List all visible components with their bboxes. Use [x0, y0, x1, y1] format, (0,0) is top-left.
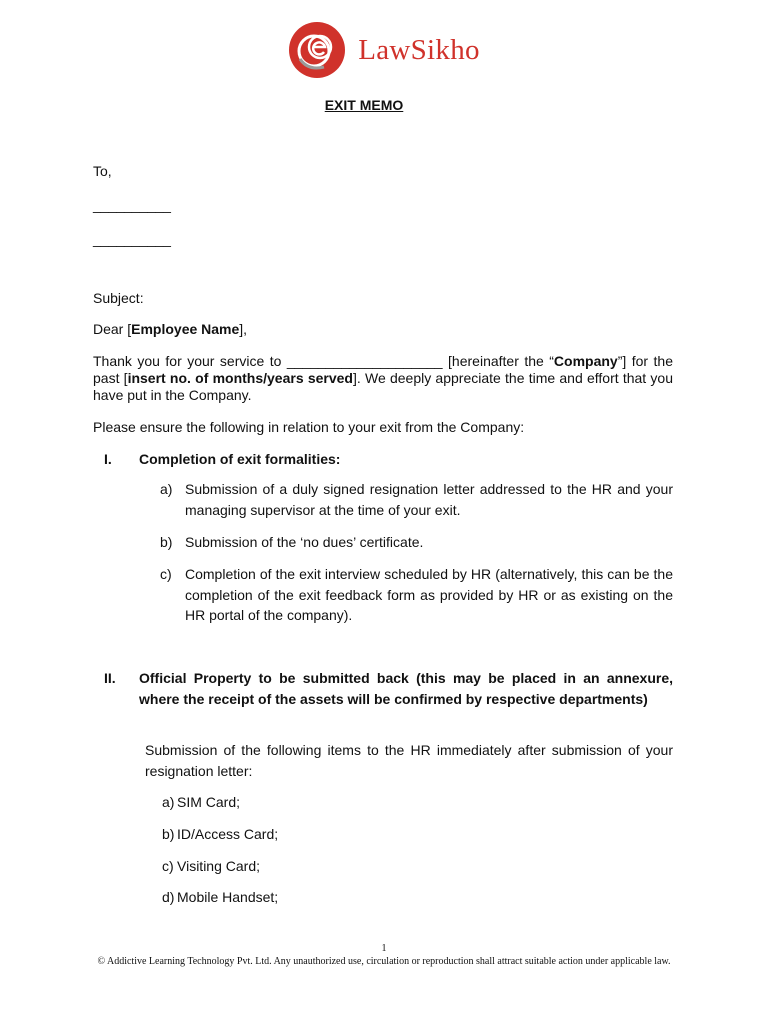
section-1-item-c-letter: c): [160, 566, 172, 582]
intro-paragraph: Thank you for your service to ____________________ [hereinafter the “Company”] for the past [insert no. of months/years served]. We deeply appreciate the time and effort that you have put in the Company.: [93, 353, 673, 403]
company-term: Company: [553, 353, 618, 369]
section-2-heading: Official Property to be submitted back (this may be placed in an annexure, where the receipt of the assets will be confirmed by respective departments): [139, 670, 673, 707]
to-line: To,: [93, 163, 112, 179]
document-header: [0, 20, 768, 80]
section-1-item-c: Completion of the exit interview scheduled by HR (alternatively, this can be the completion of the exit feedback form as provided by HR or as existing on the HR portal of the company).: [185, 566, 673, 623]
subject-line: Subject:: [93, 290, 144, 306]
section-2-intro: Submission of the following items to the HR immediately after submission of your resignation letter:: [145, 742, 673, 779]
greeting: Dear [Employee Name],: [93, 321, 248, 337]
section-1-item-a: Submission of a duly signed resignation letter addressed to the HR and your managing supervisor at the time of your exit.: [185, 481, 673, 518]
property-item-mobile-handset: d) Mobile Handset;: [162, 889, 279, 905]
section-1-heading: Completion of exit formalities:: [139, 451, 341, 467]
ensure-line: Please ensure the following in relation to your exit from the Company:: [93, 419, 525, 435]
brand-name: LawSikho: [358, 33, 480, 66]
document-title: EXIT MEMO: [324, 97, 404, 113]
property-item-visiting-card: c) Visiting Card;: [162, 858, 261, 874]
copyright-notice: © Addictive Learning Technology Pvt. Ltd. Any unauthorized use, circulation or reproduction shall attract suitable action under applicable law.: [97, 956, 671, 967]
section-1-item-b: Submission of the ‘no dues’ certificate.: [185, 534, 424, 550]
page-number: 1: [381, 943, 387, 954]
section-2-number: II.: [104, 670, 116, 686]
employee-name-placeholder: Employee Name: [131, 321, 240, 337]
tenure-placeholder: insert no. of months/years served: [127, 370, 353, 386]
address-blank-1: __________: [93, 197, 171, 213]
address-blank-2: __________: [93, 231, 171, 247]
section-1-item-b-letter: b): [160, 534, 173, 550]
property-item-id-card: b) ID/Access Card;: [162, 826, 279, 842]
section-1-item-a-letter: a): [160, 481, 173, 497]
property-item-sim-card: a) SIM Card;: [162, 794, 241, 810]
lawsikho-logo-icon: [288, 21, 346, 79]
section-1-number: I.: [104, 451, 112, 467]
